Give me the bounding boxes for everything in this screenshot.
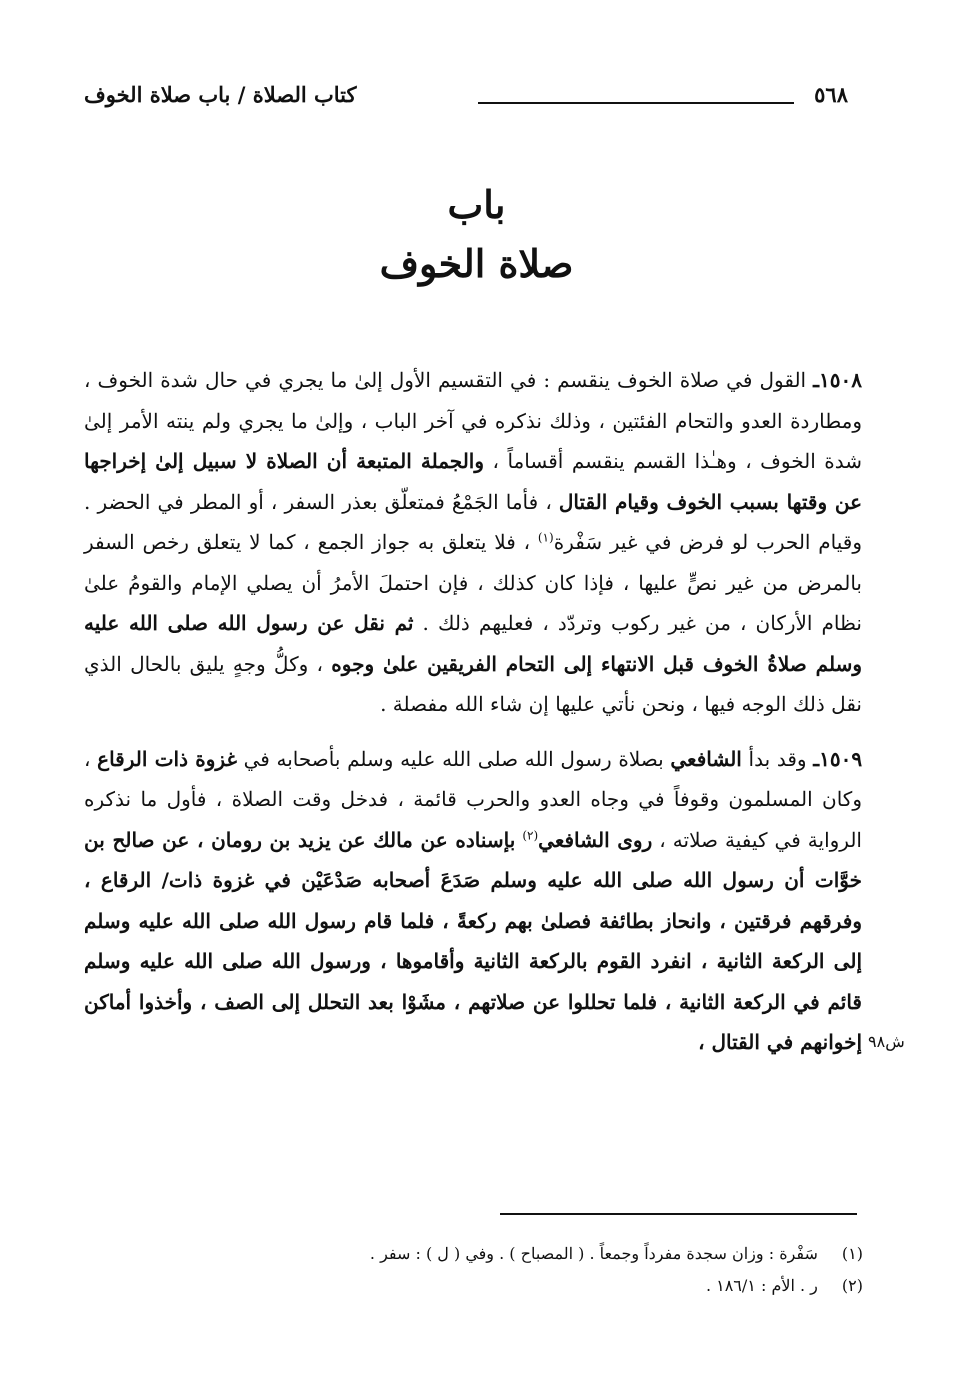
- bold-text-run: ثم نقل عن رسول الله صلى الله عليه وسلم صلاةُ الخوف قبل الانتهاء إلى التحام الفريقين علىٰ وجوه: [84, 611, 862, 676]
- text-run: وقد بدأ: [748, 746, 807, 771]
- footnote: [200, 1238, 863, 1270]
- text-run: القول في صلاة الخوف ينقسم : في التقسيم الأول إلىٰ ما يجري في حال شدة الخوف ، ومطاردة العدو والتحام الفئتين ، وذلك نذكره في آخر الباب ، وإلىٰ ما يجري ولم ينته الأمر إلىٰ شدة الخوف ، وهـٰذا القسم ينقسم أقساماً ،: [84, 368, 863, 473]
- bold-text-run: بإسناده عن مالك عن يزيد بن رومان ، عن صالح بن خوَّات أن رسول الله صلى الله عليه وسلم صَدَعَ أصحابه صَدْعَيْن في غزوة ذات/ الرقاع ، وفرقهم فرقتين ، وانحاز بطائفة فصلىٰ بهم ركعةً ، فلما قام رسول الله صلى الله عليه وسلم إلى الركعة الثانية ، انفرد القوم بالركعة الثانية وأقاموها ، ورسول الله صلى الله عليه وسلم قائم في الركعة الثانية ، فلما تحللوا عن صلاتهم ، مشَوْا بعد التحلل إلى الصف ، وأخذوا أماكن إخوانهم في القتال ،: [84, 827, 862, 1054]
- bold-text-run: غزوة ذات الرقاع: [97, 746, 237, 771]
- margin-note: ش٩٨: [868, 1032, 905, 1051]
- bold-text-run: الشافعي: [670, 746, 742, 771]
- page-header: [84, 82, 856, 122]
- page-number: ٥٦٨: [814, 82, 848, 107]
- paragraph-1508: [84, 360, 862, 725]
- running-title: كتاب الصلاة / باب صلاة الخوف: [84, 82, 357, 107]
- footnote-reference[interactable]: (١): [537, 530, 554, 545]
- chapter-heading-line2: صلاة الخوف: [379, 241, 574, 286]
- paragraph-number: ١٥٠٩ـ: [813, 746, 863, 771]
- paragraph-1509: [84, 739, 862, 1063]
- text-run: ، وكلُّ وجهٍ يليق بالحال الذي نقل ذلك الوجه فيها ، ونحن نأتي عليها إن شاء الله مفصلة .: [84, 651, 862, 716]
- footnote-rule: [500, 1213, 857, 1215]
- footnote-text: ر . الأم : ١٨٦/١ .: [705, 1276, 818, 1295]
- text-run: ، فأما الجَمْعُ فمتعلّق بعذر السفر ، أو المطر في الحضر . وقيام الحرب لو فرض في غير سَفْرة: [84, 489, 863, 554]
- main-text: [84, 360, 862, 1077]
- footnote-number: (٢): [841, 1276, 863, 1295]
- header-rule: [478, 102, 794, 104]
- text-run: بصلاة رسول الله صلى الله عليه وسلم بأصحابه في: [243, 746, 664, 771]
- text-run: ، وكان المسلمون وقوفاً في وجاه العدو والحرب قائمة ، فدخل وقت الصلاة ، فأول ما نذكره الرواية في كيفية صلاته ،: [84, 746, 862, 852]
- bold-text-run: والجملة المتبعة أن الصلاة لا سبيل إلىٰ إخراجها عن وقتها بسبب الخوف وقيام القتال: [84, 449, 863, 514]
- footnote: [200, 1270, 863, 1302]
- bold-text-run: روى الشافعي: [538, 827, 653, 852]
- paragraph-number: ١٥٠٨ـ: [813, 368, 862, 392]
- footnote-reference[interactable]: (٢): [522, 827, 539, 842]
- chapter-heading: [0, 178, 953, 296]
- text-run: ، فلا يتعلق به جواز الجمع ، كما لا يتعلق رخص السفر بالمرض من غير نصٍّ عليها ، فإذا كان كذلك ، فإن احتملَ الأمرُ أن يصلي الإمام والقومُ علىٰ نظام الأركان ، من غير ركوب وتردّد ، فعليهم ذلك .: [84, 530, 863, 635]
- footnotes: [200, 1238, 863, 1302]
- footnote-number: (١): [841, 1244, 863, 1263]
- chapter-heading-line1: باب: [447, 182, 506, 227]
- footnote-text: سَفْرة : وزان سجدة مفرداً وجمعاً . ( المصباح ) . وفي ( ل ) : سفر .: [369, 1244, 818, 1263]
